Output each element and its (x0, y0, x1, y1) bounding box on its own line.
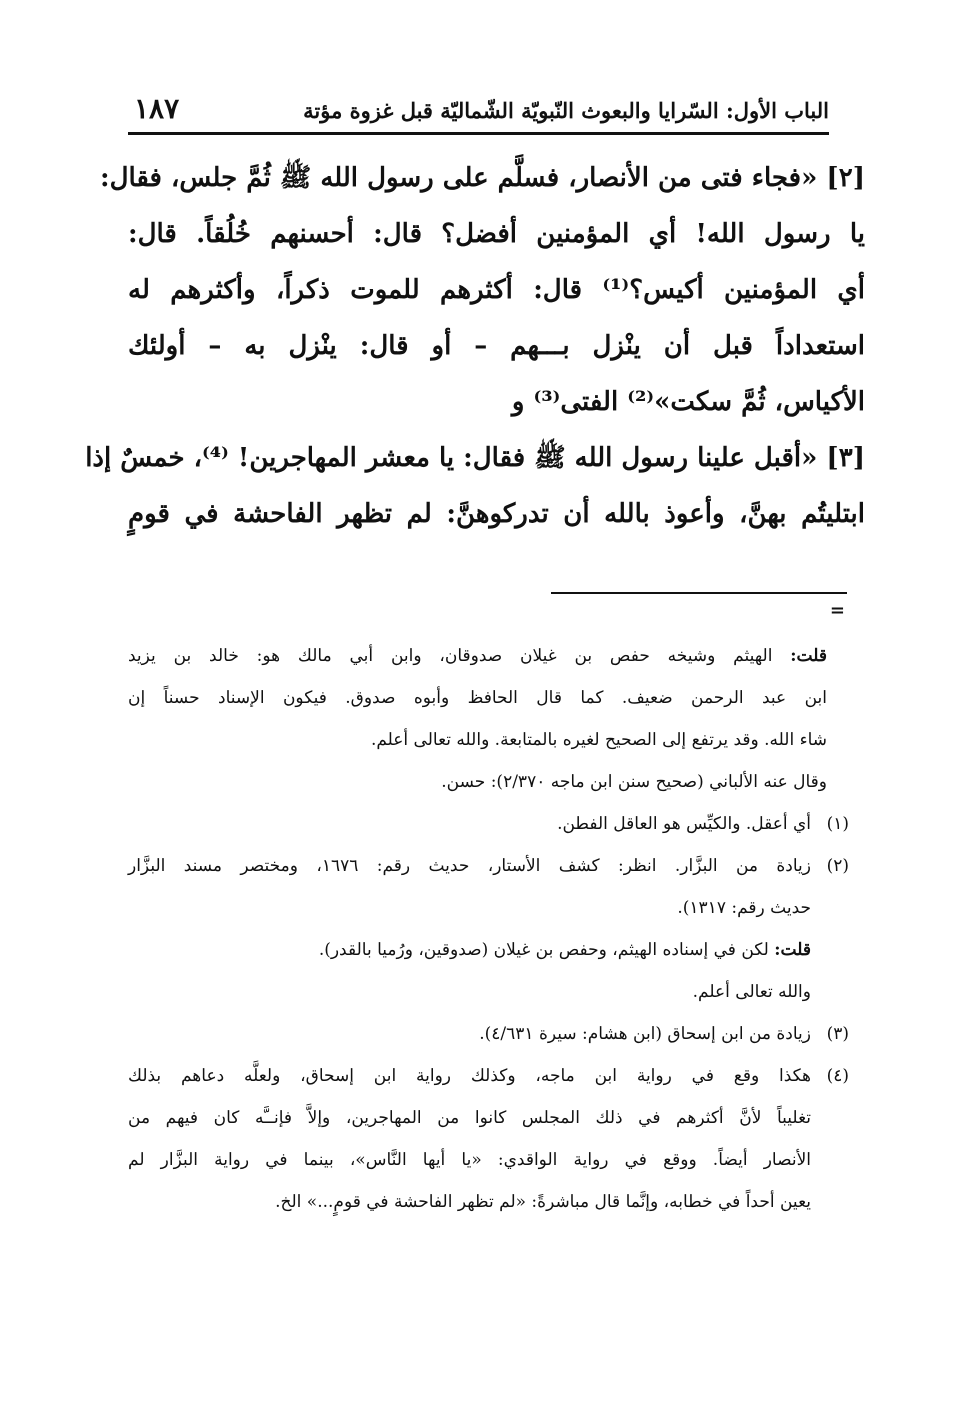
footnote-4 (128, 1055, 849, 1097)
note-label: قلت: (790, 646, 827, 666)
note-text: أي أعقل. والكيِّس هو العاقل الفطن. (557, 814, 811, 834)
footnote-1 (128, 803, 849, 845)
footnote-number: (٢) (826, 856, 849, 876)
footnotes (128, 635, 849, 1223)
note-text: زيادة من ابن إسحاق (ابن هشام: سيرة ٤/٦٣١). (479, 1024, 811, 1044)
main-line: الأكياس، ثُمَّ سكت»⁽²⁾ الفتى⁽³⁾ و (511, 387, 865, 417)
main-line: [٢] «فجاء فتى من الأنصار، فسلَّم على رسول الله ﷺ ثُمَّ جلس، فقال: (99, 163, 865, 193)
footnote-3 (128, 1013, 849, 1055)
footnote-line: حديث رقم: ١٣١٧). (677, 898, 811, 918)
continuation-mark: = (829, 600, 845, 621)
footnote-separator (551, 592, 847, 594)
page-number: ١٨٧ (134, 92, 180, 125)
footnote-line: شاء الله. وقد يرتفع إلى الصحيح لغيره بالمتابعة. والله تعالى أعلم. (370, 730, 827, 750)
main-line: ابتليتُم بهنَّ، وأعوذ بالله أن تدركوهنَّ: لم تظهر الفاحشة في قومٍ (128, 499, 865, 529)
main-line: استعداداً قبل أن ينْزل بـــهم – أو قال: ينْزل به – أولئك (128, 331, 865, 361)
footnote-line (128, 635, 849, 677)
main-line: أي المؤمنين أكيس؟⁽¹⁾ قال: أكثرهم للموت ذكراً، وأكثرهم له (128, 275, 865, 305)
footnote-line: والله تعالى أعلم. (692, 982, 811, 1002)
note-text: لكن في إسناده الهيثم، وحفص بن غيلان (صدوقين، ورُميا بالقدر). (318, 940, 775, 960)
note-text: هكذا وقع في رواية ابن ماجه، وكذلك رواية ابن إسحاق، ولعلَّه دعاهم بذلك (128, 1066, 811, 1086)
footnote-number: (١) (826, 814, 849, 834)
footnote-line: ابن عبد الرحمن ضعيف. كما قال الحافظ وأبوه صدوق. فيكون الإسناد حسناً إن (128, 688, 827, 708)
main-line: يا رسول الله! أي المؤمنين أفضل؟ قال: أحسنهم خُلُقاً. قال: (128, 219, 865, 249)
note-text: الهيثم وشيخه حفص بن غيلان صدوقان، وابن أبي مالك هو: خالد بن يزيد (128, 646, 791, 666)
running-header (128, 92, 829, 135)
note-text: زيادة من البزَّار. انظر: كشف الأستار، حديث رقم: ١٦٧٦، ومختصر مسند البزَّار (128, 856, 811, 876)
footnote-number: (٣) (826, 1024, 849, 1044)
footnote-line: وقال عنه الألباني (صحيح سنن ابن ماجه ٢/٣٧٠): حسن. (441, 772, 827, 792)
main-line: [٣] «أقبل علينا رسول الله ﷺ فقال: يا معشر المهاجرين! ⁽⁴⁾، خمسٌ إذا (85, 443, 865, 473)
footnote-line: الأنصار أيضاً. ووقع في رواية الواقدي: «يا أيها النَّاس»، بينما في رواية البزَّار لم (128, 1150, 811, 1170)
main-text (85, 150, 865, 542)
footnote-line (128, 929, 849, 971)
footnote-number: (٤) (826, 1066, 849, 1086)
footnote-line: يعين أحداً في خطابه، وإنَّما قال مباشرةً: «لم تظهر الفاحشة في قومٍ...» الخ. (275, 1192, 811, 1212)
footnote-2 (128, 845, 849, 887)
footnote-line: تغليباً لأنَّ أكثرهم في ذلك المجلس كانوا من المهاجرين، وإلاَّ فإنــَّه كان فيهم من (128, 1108, 811, 1128)
note-label: قلت: (774, 940, 811, 960)
chapter-title: الباب الأول: السّرايا والبعوث النّبويّة الشّماليّة قبل غزوة مؤتة (303, 98, 829, 123)
